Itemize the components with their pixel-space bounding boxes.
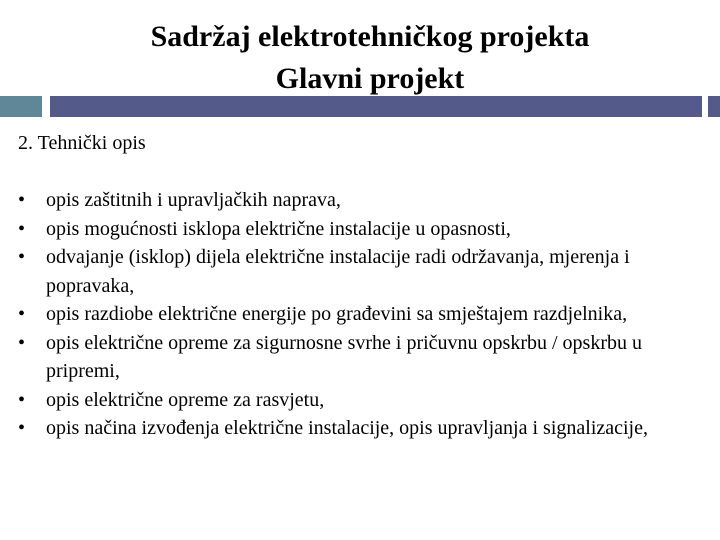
section-heading: 2. Tehnički opis: [18, 132, 146, 154]
bullet-dot: •: [18, 303, 26, 325]
bullet-item: [18, 414, 708, 443]
bullet-text: opis mogućnosti isklopa električne instalacije u opasnosti,: [46, 217, 511, 240]
bullet-item: [18, 386, 708, 415]
bullet-item: [18, 300, 708, 329]
slide-title-line-1: Sadržaj elektrotehničkog projekta: [150, 20, 590, 53]
bullet-dot: •: [18, 217, 26, 240]
slide-title: [40, 16, 700, 100]
bullet-text: opis zaštitnih i upravljačkih naprava,: [46, 189, 341, 211]
bullet-dot: •: [18, 331, 26, 354]
bullet-text: opis električne opreme za sigurnosne svrhe i pričuvnu opskrbu / opskrbu u pripremi,: [46, 331, 642, 382]
title-bar-accent-end: [708, 96, 720, 117]
slide-title-line-2: Glavni projekt: [275, 62, 465, 95]
bullet-text: opis električne opreme za rasvjetu,: [46, 388, 325, 411]
bullet-item: [18, 329, 708, 386]
bullet-list: [18, 186, 708, 443]
bullet-dot: •: [18, 388, 26, 411]
bullet-text: opis razdiobe električne energije po građevini sa smještajem razdjelnika,: [46, 303, 628, 325]
bullet-item: [18, 215, 708, 244]
title-bar-accent-left: [0, 96, 42, 117]
bullet-item: [18, 186, 708, 215]
bullet-dot: •: [18, 246, 26, 268]
bullet-dot: •: [18, 189, 26, 211]
title-divider-bar: [0, 96, 720, 117]
title-bar-gap: [42, 96, 50, 117]
bullet-dot: •: [18, 417, 26, 439]
bullet-item: [18, 243, 708, 300]
title-bar-accent-right: [50, 96, 702, 117]
bullet-text: odvajanje (isklop) dijela električne instalacije radi održavanja, mjerenja i popravaka,: [46, 246, 630, 297]
bullet-text: opis načina izvođenja električne instalacije, opis upravljanja i signalizacije,: [46, 417, 648, 439]
